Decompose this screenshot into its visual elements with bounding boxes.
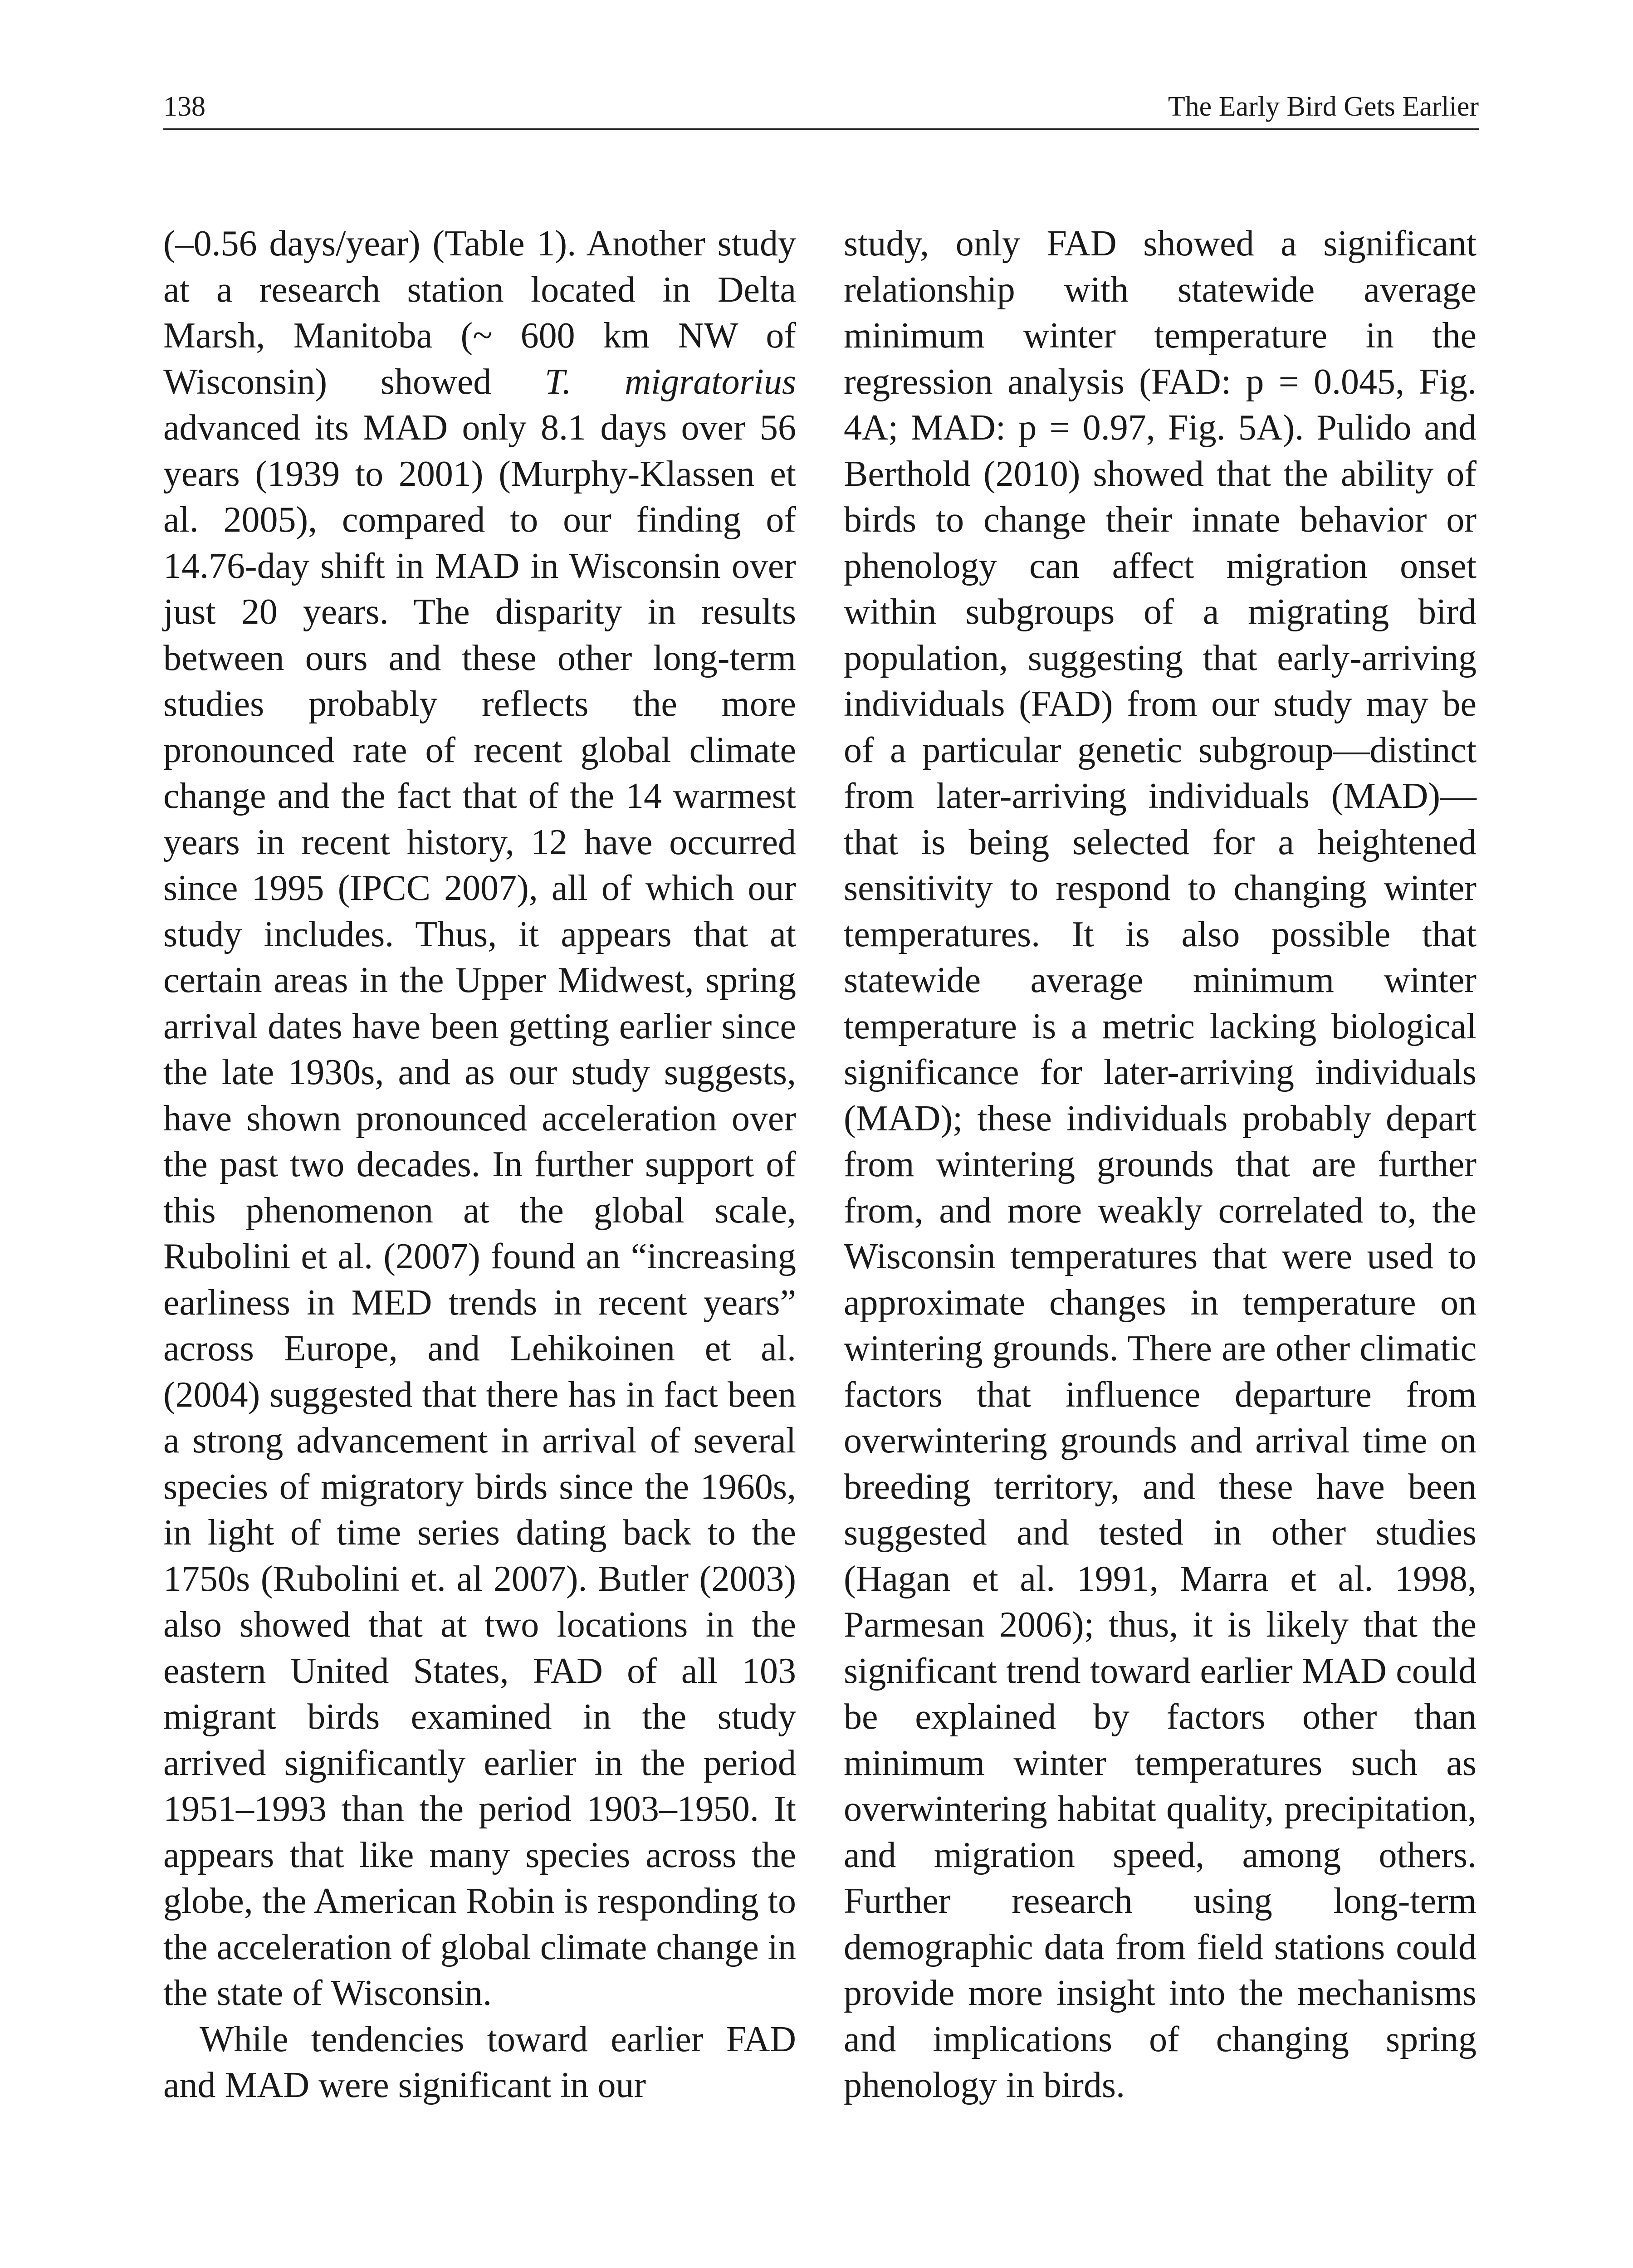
right-column [844,221,1477,2109]
header-rule [163,128,1479,130]
left-paragraph-1-text: (–0.56 days/year) (Table 1). Another study at a research station located in Delta Marsh, Manitoba (~ 600 km NW of Wisconsin) showed [163,224,796,402]
left-column [163,221,796,2109]
left-paragraph-1-continued: advanced its MAD only 8.1 days over 56 years (1939 to 2001) (Murphy-Klassen et al. 2005), compared to our finding of 14.76-day shift in MAD in Wisconsin over just 20 years. The disparity in results between ours and these other long-term studies probably reflects the more pronounced rate of recent global climate change and the fact that of the 14 warmest years in recent history, 12 have occurred since 1995 (IPCC 2007), all of which our study includes. Thus, it appears that at certain areas in the Upper Midwest, spring arrival dates have been getting earlier since the late 1930s, and as our study suggests, have shown pronounced acceleration over the past two decades. In further support of this phenomenon at the global scale, Rubolini et al. (2007) found an “increasing earliness in MED trends in recent years” across Europe, and Lehikoinen et al. (2004) suggested that there has in fact been a strong advancement in arrival of several species of migratory birds since the 1960s, in light of time series dating back to the 1750s (Rubolini et. al 2007). Butler (2003) also showed that at two locations in the eastern United States, FAD of all 103 migrant birds examined in the study arrived significantly earlier in the period 1951–1993 than the period 1903–1950. It appears that like many species across the globe, the American Robin is responding to the acceleration of global climate change in the state of Wisconsin. [163,408,796,2013]
left-paragraph-1 [163,221,796,2017]
left-paragraph-2: While tendencies toward earlier FAD and MAD were significant in our [163,2019,796,2105]
species-name: T. migratorius [544,362,796,402]
running-title: The Early Bird Gets Earlier [1168,91,1479,122]
running-header [163,84,1479,129]
page-number: 138 [163,91,205,122]
right-paragraph-1: study, only FAD showed a significant relationship with statewide average minimum winter temperature in the regression analysis (FAD: p = 0.045, Fig. 4A; MAD: p = 0.97, Fig. 5A). Pulido and Berthold (2010) showed that the ability of birds to change their innate behavior or phenology can affect migration onset within subgroups of a migrating bird population, suggesting that early-arriving individuals (FAD) from our study may be of a particular genetic subgroup—distinct from later-arriving individuals (MAD)—that is being selected for a heightened sensitivity to respond to changing winter temperatures. It is also possible that statewide average minimum winter temperature is a metric lacking biological significance for later-arriving individuals (MAD); these individuals probably depart from wintering grounds that are further from, and more weakly correlated to, the Wisconsin temperatures that were used to approximate changes in temperature on wintering grounds. There are other climatic factors that influence departure from overwintering grounds and arrival time on breeding territory, and these have been suggested and tested in other studies (Hagan et al. 1991, Marra et al. 1998, Parmesan 2006); thus, it is likely that the significant trend toward earlier MAD could be explained by factors other than minimum winter temperatures such as overwintering habitat quality, precipitation, and migration speed, among others. Further research using long-term demographic data from field stations could provide more insight into the mechanisms and implications of changing spring phenology in birds. [844,224,1477,2105]
